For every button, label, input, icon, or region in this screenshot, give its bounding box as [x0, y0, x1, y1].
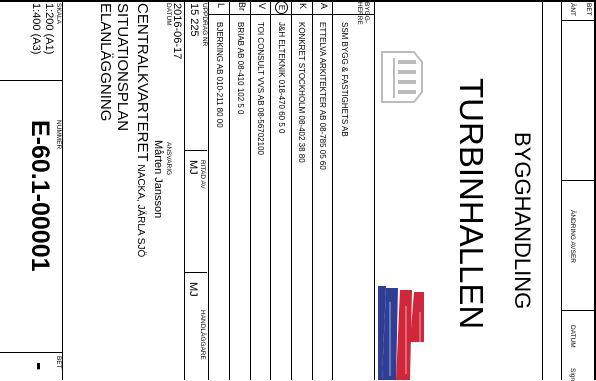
contact-text: BJERKING AB 010-211 80 00 [215, 22, 224, 128]
contact-text: ETTELVA ARKITEKTER AB 08-785 05 60 [318, 22, 327, 170]
ansvarig-value: Mårten Jansson [152, 140, 164, 219]
contact-text: BRIAB AB 08-410 102 5 0 [236, 22, 245, 115]
handlaggare-value: MJ [187, 282, 199, 297]
contacts-symbol-divider [209, 14, 375, 15]
contacts-divider-top [374, 0, 375, 380]
ansvarig-label: ANSVARIG [165, 142, 172, 176]
ssm-logo [378, 48, 426, 108]
info-divider [185, 150, 207, 151]
revision-divider-datum [562, 310, 596, 311]
frame-left [0, 0, 596, 2]
info-row-divider [184, 0, 185, 380]
drawing-title-main: CENTRALKVARTERET [134, 3, 151, 162]
contact-symbol: K [298, 3, 308, 10]
contacts-divider-bottom [208, 0, 209, 380]
andring-header: ÄNDRING AVSER [569, 210, 576, 263]
nummer-label: NUMMER [55, 120, 62, 150]
contacts-row-divider [270, 0, 271, 380]
info-divider [185, 272, 207, 273]
info-divider [0, 80, 63, 81]
uppdrag-value: 15 225 [188, 3, 200, 37]
contact-text: KONKRET STOCKHOLM 08-402 38 80 [297, 22, 306, 163]
info-row-divider [62, 0, 63, 380]
drawing-title-line1 [134, 3, 150, 257]
contact-symbol: L [216, 3, 226, 9]
drawing-number: E-60.1-00001 [26, 120, 54, 272]
contacts-row-divider [291, 0, 292, 380]
contacts-row-divider [312, 0, 313, 380]
revision-divider-bet [562, 20, 596, 21]
uppdrag-label: UPPDRAG NR [201, 3, 208, 47]
revision-divider-andring [562, 180, 596, 181]
revision-divider-1 [561, 0, 562, 380]
drawing-title-location: NACKA, JÄRLA SJÖ [135, 161, 146, 258]
contact-symbol: A [319, 3, 329, 10]
bet-value: - [26, 362, 54, 371]
contact-symbol: Br [237, 2, 247, 11]
byggherre-name: SSM BYGG & FASTIGHETS AB [340, 22, 349, 137]
contact-symbol: V [257, 3, 267, 10]
drawing-title-line3: ELANLÄGGNING [97, 3, 114, 122]
skala-label: SKALA [55, 3, 62, 24]
ant-header: ÄNT [569, 3, 576, 16]
datum-header: DATUM [569, 325, 576, 348]
drawing-title-line2: SITUATIONSPLAN [114, 3, 131, 132]
project-subtitle: BYGGHANDLING [510, 132, 535, 310]
datum-label: DATUM [165, 3, 172, 26]
sign-header: Sign [569, 368, 576, 381]
project-title: TURBINHALLEN [453, 78, 490, 330]
datum-value: 2016-06-17 [171, 3, 183, 60]
skala-a1: 1:200 (A1) [43, 3, 55, 55]
contacts-row-divider [229, 0, 230, 380]
byggherre-label: BYGG- HERRE [356, 2, 370, 25]
info-divider [0, 352, 63, 353]
bet-header: BET [585, 3, 592, 16]
contact-text: J&H ELTEKNIK 018-470 60 5 0 [277, 22, 286, 134]
contacts-row-divider [250, 0, 251, 380]
skala-a3: 1:400 (A3) [30, 3, 42, 55]
ritad-value: MJ [187, 160, 199, 175]
handlaggare-label: HANDLÄGGARE [199, 310, 206, 360]
contacts-row-divider [332, 0, 333, 380]
bet-label: BET [55, 356, 62, 369]
contact-text: TOI CONSULT VVS AB 08-56702100 [256, 22, 265, 155]
revision-divider-2 [542, 0, 543, 380]
ritad-label: RITAD AV [199, 160, 206, 189]
contact-symbol-circled: E [275, 1, 288, 14]
flag-logo [378, 282, 426, 380]
